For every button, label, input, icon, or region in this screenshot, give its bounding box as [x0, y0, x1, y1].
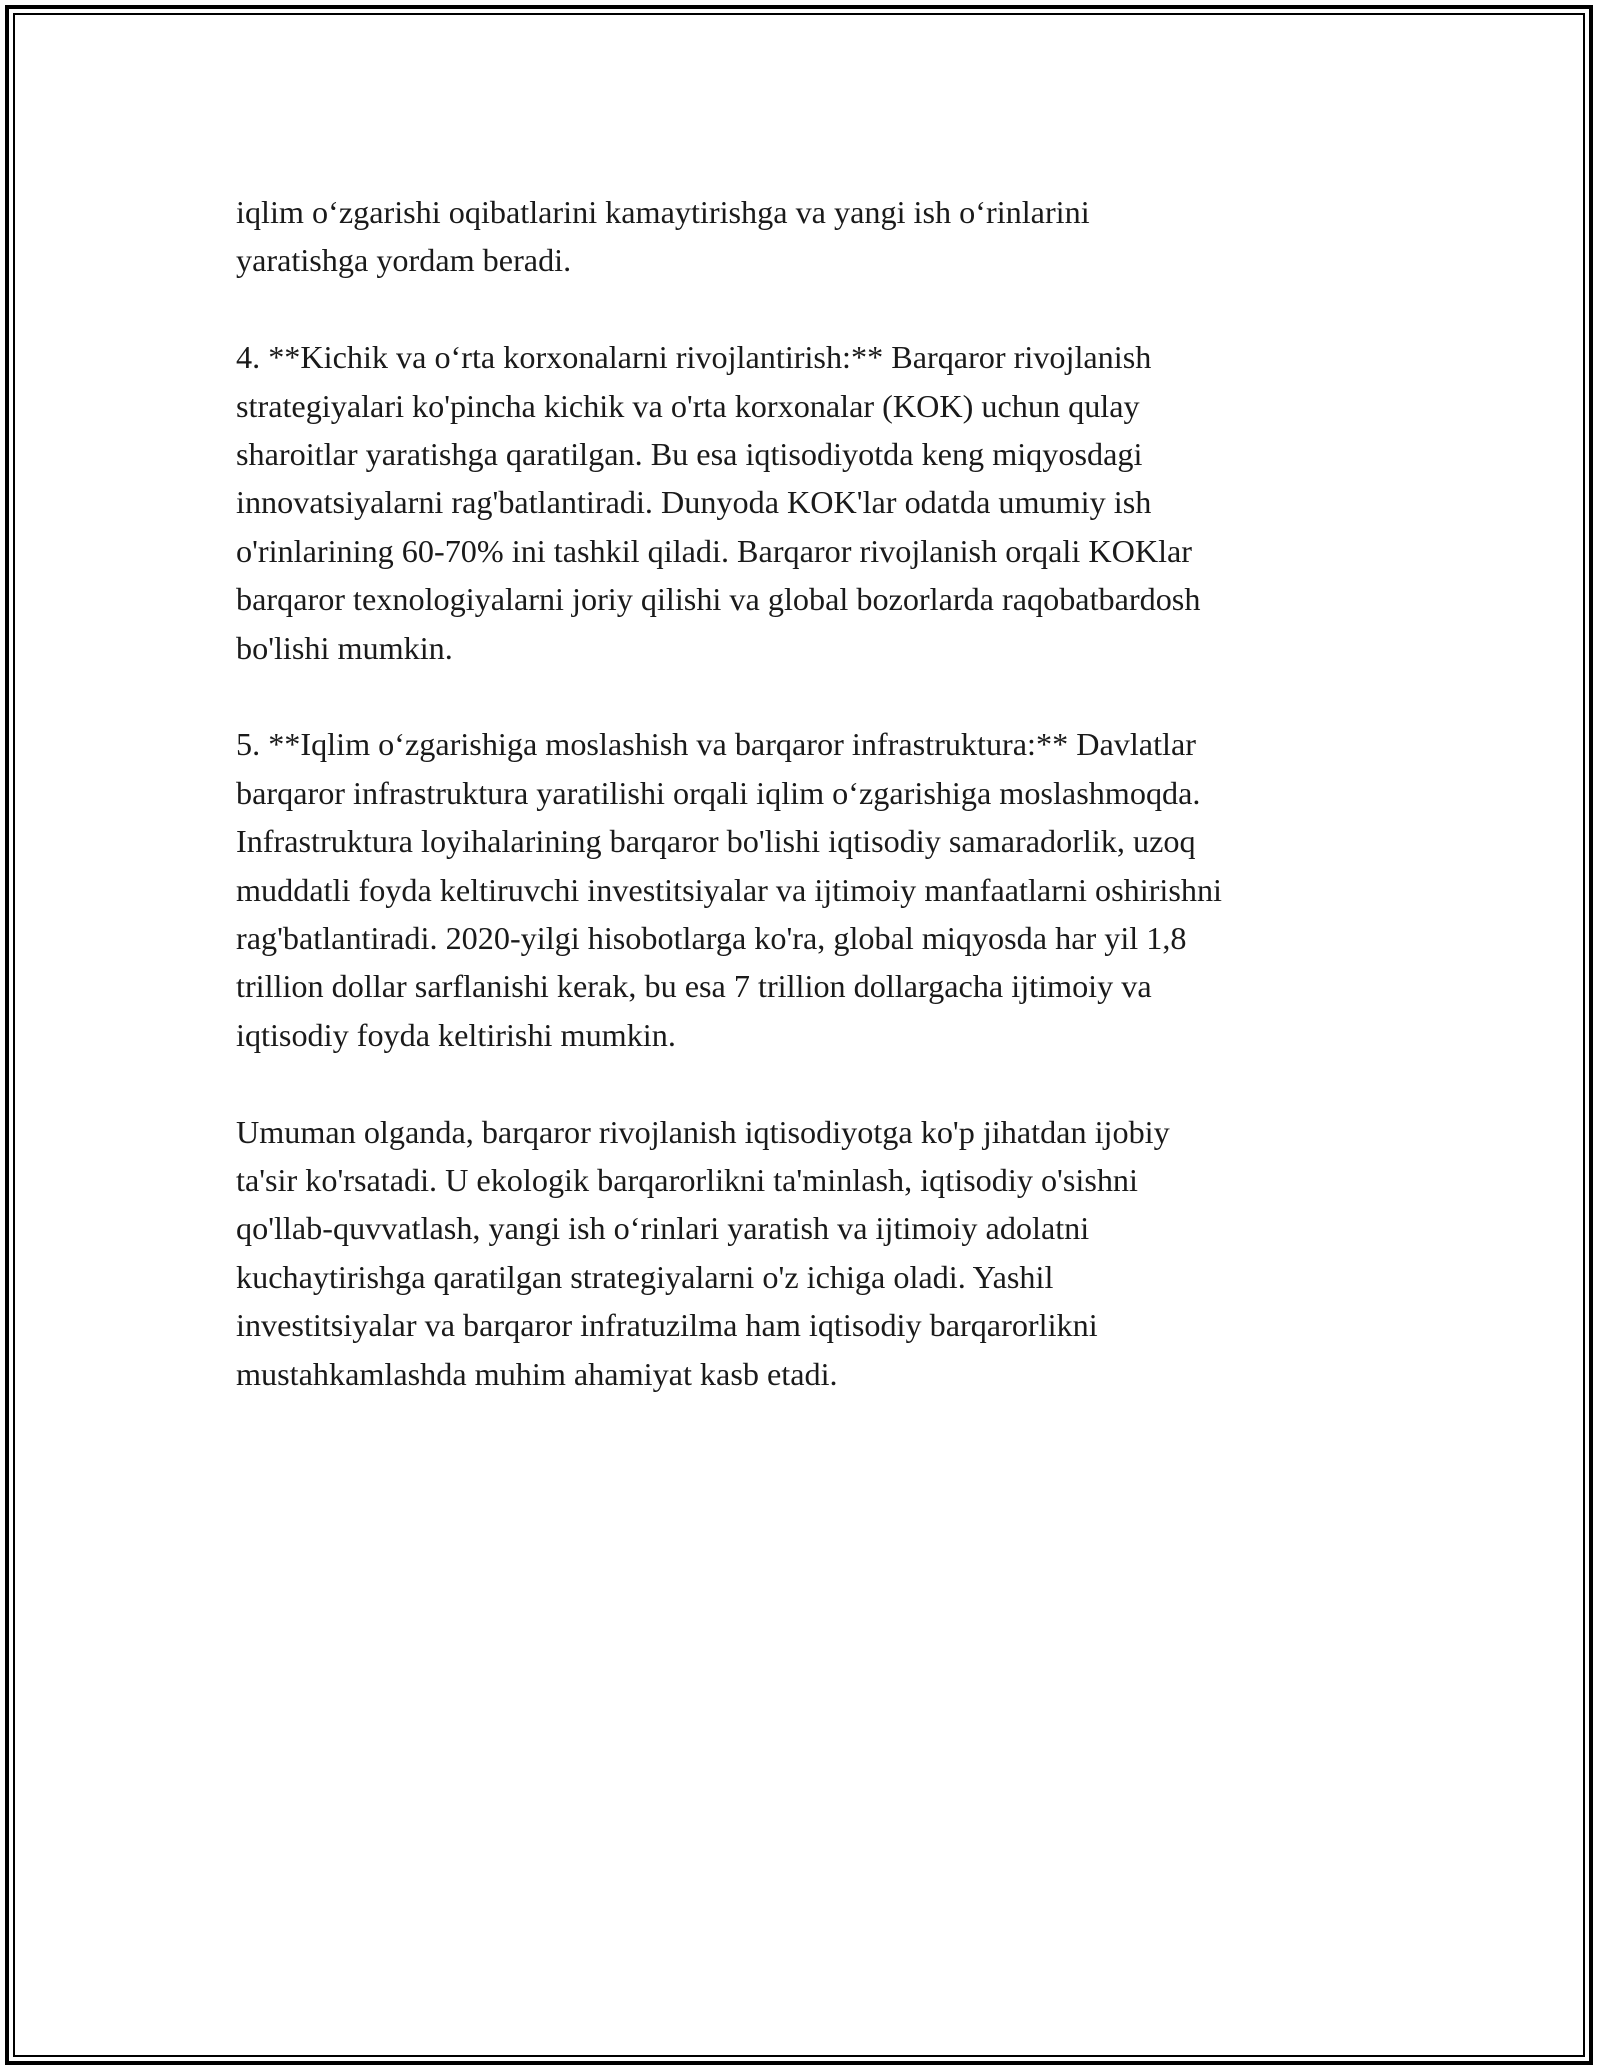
- text-line: o'rinlarining 60-70% ini tashkil qiladi. Barqaror rivojlanish orqali KOKlar: [236, 532, 1193, 569]
- text-line: barqaror texnologiyalarni joriy qilishi va global bozorlarda raqobatbardosh: [236, 581, 1201, 618]
- text-line: trillion dollar sarflanishi kerak, bu esa 7 trillion dollargacha ijtimoiy va: [236, 968, 1152, 1005]
- paragraph-item-4: [236, 333, 1376, 672]
- text-line: yaratishga yordam beradi.: [236, 242, 572, 279]
- text-line: 5. **Iqlim o‘zgarishiga moslashish va barqaror infrastruktura:** Davlatlar: [236, 726, 1196, 763]
- text-line: kuchaytirishga qaratilgan strategiyalarni o'z ichiga oladi. Yashil: [236, 1258, 1054, 1295]
- text-line: iqlim o‘zgarishi oqibatlarini kamaytirishga va yangi ish o‘rinlarini: [236, 194, 1090, 230]
- document-body: [236, 188, 1376, 1447]
- text-line: muddatli foyda keltiruvchi investitsiyalar va ijtimoiy manfaatlarni oshirishni: [236, 871, 1222, 908]
- text-line: rag'batlantiradi. 2020-yilgi hisobotlarga ko'ra, global miqyosda har yil 1,8: [236, 920, 1187, 957]
- text-line: qo'llab-quvvatlash, yangi ish o‘rinlari yaratish va ijtimoiy adolatni: [236, 1210, 1090, 1247]
- paragraph-item-5: [236, 720, 1376, 1059]
- text-line: mustahkamlashda muhim ahamiyat kasb etadi.: [236, 1355, 838, 1392]
- text-line: ta'sir ko'rsatadi. U ekologik barqarorlikni ta'minlash, iqtisodiy o'sishni: [236, 1162, 1138, 1199]
- text-line: Infrastruktura loyihalarining barqaror bo'lishi iqtisodiy samaradorlik, uzoq: [236, 823, 1196, 860]
- text-line: sharoitlar yaratishga qaratilgan. Bu esa iqtisodiyotda keng miqyosdagi: [236, 436, 1143, 473]
- text-line: bo'lishi mumkin.: [236, 629, 453, 666]
- paragraph-continuation: [236, 188, 1376, 285]
- text-line: innovatsiyalarni rag'batlantiradi. Dunyoda KOK'lar odatda umumiy ish: [236, 484, 1152, 521]
- text-line: investitsiyalar va barqaror infratuzilma ham iqtisodiy barqarorlikni: [236, 1307, 1098, 1344]
- text-line: 4. **Kichik va o‘rta korxonalarni rivojlantirish:** Barqaror rivojlanish: [236, 339, 1152, 376]
- text-line: iqtisodiy foyda keltirishi mumkin.: [236, 1016, 676, 1053]
- text-line: strategiyalari ko'pincha kichik va o'rta korxonalar (KOK) uchun qulay: [236, 387, 1140, 424]
- text-line: Umuman olganda, barqaror rivojlanish iqtisodiyotga ko'p jihatdan ijobiy: [236, 1113, 1170, 1150]
- text-line: barqaror infrastruktura yaratilishi orqali iqlim o‘zgarishiga moslashmoqda.: [236, 774, 1201, 811]
- paragraph-conclusion: [236, 1108, 1376, 1398]
